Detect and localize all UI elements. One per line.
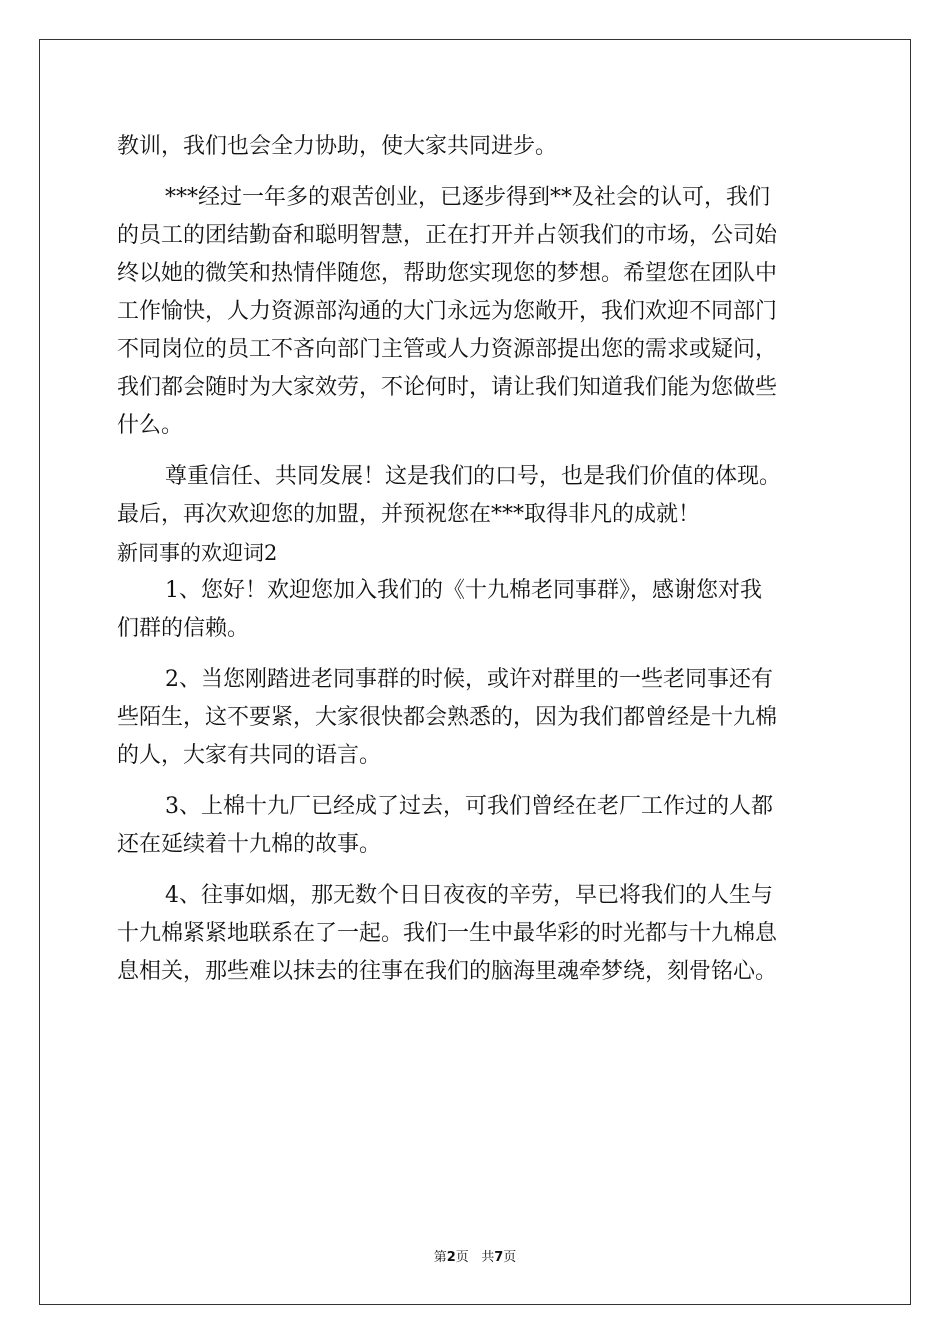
text-line: 十九棉紧紧地联系在了一起。我们一生中最华彩的时光都与十九棉息 <box>117 921 778 946</box>
text-line: 息相关，那些难以抹去的往事在我们的脑海里魂牵梦绕，刻骨铭心。 <box>117 959 778 984</box>
text-line: 不同岗位的员工不吝向部门主管或人力资源部提出您的需求或疑问， <box>117 337 778 362</box>
paragraph-gap <box>117 864 837 877</box>
section-heading <box>117 534 837 572</box>
paragraph <box>117 572 837 648</box>
text-line: 些陌生，这不要紧，大家很快都会熟悉的，因为我们都曾经是十九棉 <box>117 705 778 730</box>
text-line: 新同事的欢迎词2 <box>117 541 278 565</box>
footer-total-pages: 7 <box>494 1250 504 1265</box>
paragraph-gap <box>117 445 837 458</box>
paragraph <box>117 788 837 864</box>
footer-total-suffix: 页 <box>503 1250 517 1265</box>
text-line: 2、当您刚踏进老同事群的时候，或许对群里的一些老同事还有 <box>165 667 773 692</box>
text-line: 什么。 <box>117 413 184 438</box>
paragraph-gap <box>117 166 837 179</box>
text-line: 终以她的微笑和热情伴随您，帮助您实现您的梦想。希望您在团队中 <box>117 261 778 286</box>
text-line: 的员工的团结勤奋和聪明智慧，正在打开并占领我们的市场，公司始 <box>117 223 778 248</box>
text-line: 的人，大家有共同的语言。 <box>117 743 382 768</box>
paragraph <box>117 458 837 534</box>
footer-page-suffix: 页 <box>455 1250 469 1265</box>
footer-page-number: 2 <box>446 1250 456 1265</box>
text-line: ***经过一年多的艰苦创业，已逐步得到**及社会的认可，我们 <box>165 185 771 210</box>
paragraph <box>117 877 837 991</box>
document-body <box>117 128 837 991</box>
text-line: 们群的信赖。 <box>117 616 250 641</box>
text-line: 教训，我们也会全力协助，使大家共同进步。 <box>117 134 558 159</box>
paragraph-gap <box>117 648 837 661</box>
footer-total-prefix: 共 <box>481 1250 495 1265</box>
page-footer <box>0 1246 950 1265</box>
text-line: 我们都会随时为大家效劳，不论何时，请让我们知道我们能为您做些 <box>117 375 778 400</box>
text-line: 1、您好！欢迎您加入我们的《十九棉老同事群》，感谢您对我 <box>165 578 762 603</box>
text-line: 尊重信任、共同发展！这是我们的口号，也是我们价值的体现。 <box>165 464 782 489</box>
text-line: 工作愉快，人力资源部沟通的大门永远为您敞开，我们欢迎不同部门 <box>117 299 778 324</box>
text-line: 3、上棉十九厂已经成了过去，可我们曾经在老厂工作过的人都 <box>165 794 773 819</box>
paragraph <box>117 661 837 775</box>
text-line: 还在延续着十九棉的故事。 <box>117 832 382 857</box>
paragraph-gap <box>117 775 837 788</box>
text-line: 4、往事如烟，那无数个日日夜夜的辛劳，早已将我们的人生与 <box>165 883 773 908</box>
text-line: 最后，再次欢迎您的加盟，并预祝您在***取得非凡的成就！ <box>117 502 701 527</box>
paragraph <box>117 179 837 445</box>
footer-prefix: 第 <box>433 1250 447 1265</box>
paragraph <box>117 128 837 166</box>
